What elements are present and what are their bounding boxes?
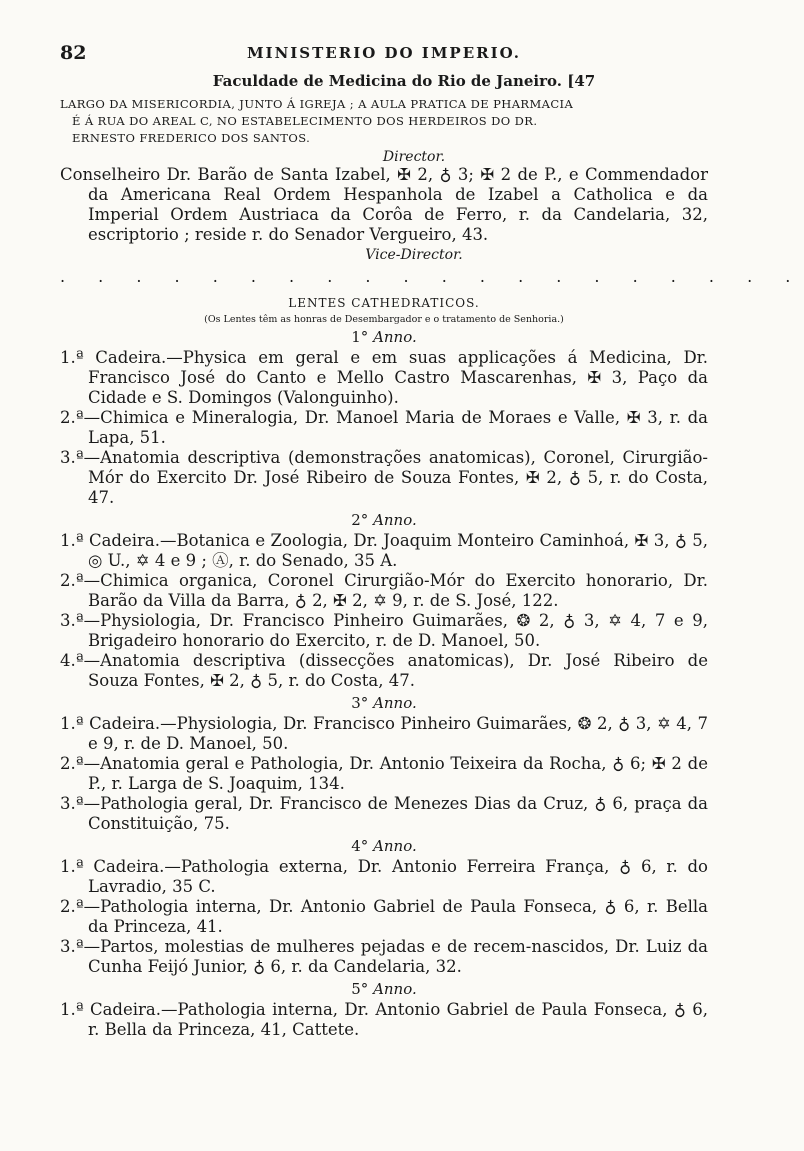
- year-heading: [60, 837, 708, 855]
- chair-entry: 1.ª Cadeira.—Physica em geral e em suas applicações á Medicina, Dr. Francisco José do Canto e Mello Castro Mascarenhas, ✠ 3, Paço da Cidade e S. Domingos (Valonguinho).: [60, 348, 708, 407]
- year-number: 3°: [351, 694, 369, 712]
- section-title: Faculdade de Medicina do Rio de Janeiro. [47: [212, 72, 596, 90]
- year-word: Anno.: [373, 694, 417, 712]
- year-word: Anno.: [373, 328, 417, 346]
- chair-entry: 4.ª—Anatomia descriptiva (dissecções anatomicas), Dr. José Ribeiro de Souza Fontes, ✠ 2, ♁ 5, r. do Costa, 47.: [60, 651, 708, 690]
- chair-entry: 2.ª—Anatomia geral e Pathologia, Dr. Antonio Teixeira da Rocha, ♁ 6; ✠ 2 de P., r. Larga de S. Joaquim, 134.: [60, 754, 708, 793]
- page-number: 82: [60, 42, 87, 64]
- chair-entry: 1.ª Cadeira.—Physiologia, Dr. Francisco Pinheiro Guimarães, ❂ 2, ♁ 3, ✡ 4, 7 e 9, r. de D. Manoel, 50.: [60, 714, 708, 753]
- chair-entry: 2.ª—Pathologia interna, Dr. Antonio Gabriel de Paula Fonseca, ♁ 6, r. Bella da Princeza, 41.: [60, 897, 708, 936]
- vice-director-label: Vice-Director.: [365, 247, 463, 263]
- chair-entry: 1.ª Cadeira.—Botanica e Zoologia, Dr. Joaquim Monteiro Caminhoá, ✠ 3, ♁ 5, ◎ U., ✡ 4 e 9 ; Ⓐ, r. do Senado, 35 A.: [60, 531, 708, 570]
- year-number: 4°: [351, 837, 369, 855]
- chair-entry: 1.ª Cadeira.—Pathologia externa, Dr. Antonio Ferreira França, ♁ 6, r. do Lavradio, 35 C.: [60, 857, 708, 896]
- director-label: Director.: [382, 149, 446, 165]
- address-line: É Á RUA DO AREAL C, NO ESTABELECIMENTO DOS HERDEIROS DO DR.: [72, 114, 538, 128]
- chair-entry: 1.ª Cadeira.—Pathologia interna, Dr. Antonio Gabriel de Paula Fonseca, ♁ 6, r. Bella da Princeza, 41, Cattete.: [60, 1000, 708, 1039]
- year-word: Anno.: [373, 511, 417, 529]
- running-title: MINISTERIO DO IMPERIO.: [246, 44, 522, 62]
- year-heading: [60, 980, 708, 998]
- address-block: [60, 96, 708, 147]
- dotted-leader: . . . . . . . . . . . . . . . . . . . .: [60, 267, 804, 286]
- year-number: 1°: [351, 328, 369, 346]
- year-number: 5°: [351, 980, 369, 998]
- year-word: Anno.: [373, 837, 417, 855]
- director-entry: Conselheiro Dr. Barão de Santa Izabel, ✠ 2, ♁ 3; ✠ 2 de P., e Commendador da Americana Real Ordem Hespanhola de Izabel a Catholica e da Imperial Ordem Austriaca da Corôa de Ferro, r. da Candelaria, 32, escriptorio ; reside r. do Senador Vergueiro, 43.: [60, 165, 708, 244]
- document-page: [60, 38, 804, 1040]
- year-word: Anno.: [373, 980, 417, 998]
- chair-entry: 2.ª—Chimica e Mineralogia, Dr. Manoel Maria de Moraes e Valle, ✠ 3, r. da Lapa, 51.: [60, 408, 708, 447]
- chair-entry: 3.ª—Anatomia descriptiva (demonstrações anatomicas), Coronel, Cirurgião-Mór do Exercito Dr. José Ribeiro de Souza Fontes, ✠ 2, ♁ 5, r. do Costa, 47.: [60, 448, 708, 507]
- address-line: ERNESTO FREDERICO DOS SANTOS.: [72, 131, 311, 145]
- address-line: LARGO DA MISERICORDIA, JUNTO Á IGREJA ; A AULA PRATICA DE PHARMACIA: [60, 97, 574, 111]
- year-heading: [60, 328, 708, 346]
- chair-entry: 2.ª—Chimica organica, Coronel Cirurgião-Mór do Exercito honorario, Dr. Barão da Villa da Barra, ♁ 2, ✠ 2, ✡ 9, r. de S. José, 122.: [60, 571, 708, 610]
- chair-entry: 3.ª—Partos, molestias de mulheres pejadas e de recem-nascidos, Dr. Luiz da Cunha Feijó Junior, ♁ 6, r. da Candelaria, 32.: [60, 937, 708, 976]
- year-heading: [60, 694, 708, 712]
- lentes-heading: LENTES CATHEDRATICOS.: [288, 296, 480, 310]
- year-number: 2°: [351, 511, 369, 529]
- page-header: [60, 38, 708, 68]
- lentes-note: (Os Lentes têm as honras de Desembargador e o tratamento de Senhoria.): [204, 314, 564, 325]
- year-heading: [60, 511, 708, 529]
- chair-entry: 3.ª—Physiologia, Dr. Francisco Pinheiro Guimarães, ❂ 2, ♁ 3, ✡ 4, 7 e 9, Brigadeiro honorario do Exercito, r. de D. Manoel, 50.: [60, 611, 708, 650]
- chair-entry: 3.ª—Pathologia geral, Dr. Francisco de Menezes Dias da Cruz, ♁ 6, praça da Constituição, 75.: [60, 794, 708, 833]
